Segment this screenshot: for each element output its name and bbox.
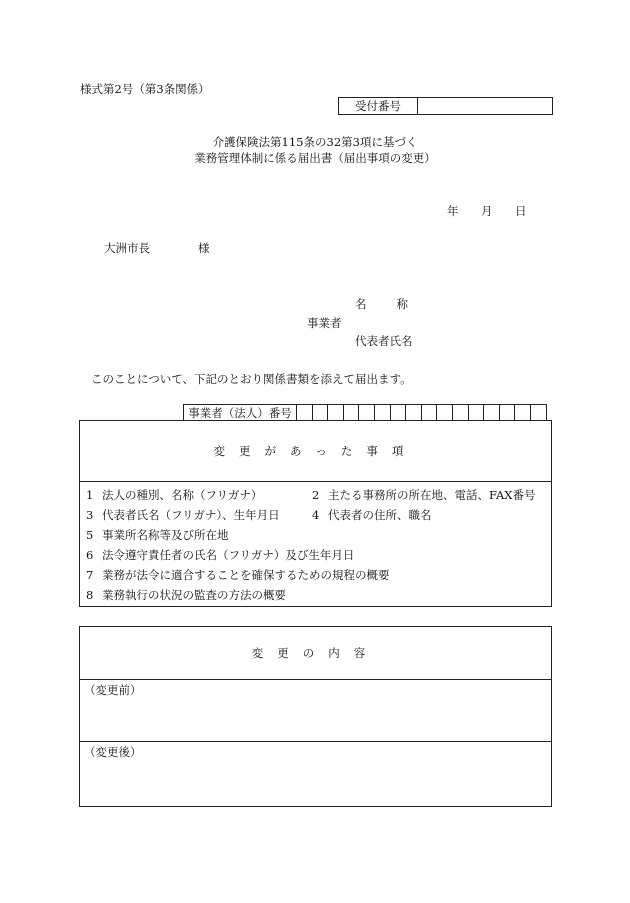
- list-item[interactable]: [86, 547, 354, 563]
- list-item[interactable]: [86, 567, 390, 583]
- applicant-business-label: 事業者: [307, 316, 342, 330]
- business-number-cell[interactable]: [359, 405, 375, 421]
- business-number-cell[interactable]: [422, 405, 438, 421]
- list-item[interactable]: [86, 587, 286, 603]
- document-title-line2: 業務管理体制に係る届出書（届出事項の変更）: [194, 151, 436, 165]
- day-label: 日: [515, 204, 527, 218]
- business-number-cell[interactable]: [453, 405, 469, 421]
- change-content-header: 変更の内容: [80, 627, 551, 680]
- item-text: 事業所名称等及び所在地: [102, 528, 229, 542]
- business-number-cell[interactable]: [375, 405, 391, 421]
- list-item[interactable]: [312, 487, 535, 503]
- item-number: 3: [86, 508, 94, 522]
- form-number: 様式第2号（第3条関係）: [80, 82, 210, 96]
- item-number: 2: [312, 488, 320, 502]
- item-number: 4: [312, 508, 320, 522]
- business-number-cell[interactable]: [469, 405, 485, 421]
- item-number: 7: [86, 568, 94, 582]
- changed-items-header: 変更があった事項: [80, 421, 551, 482]
- item-number: 1: [86, 488, 94, 502]
- item-number: 6: [86, 548, 94, 562]
- item-number: 5: [86, 528, 94, 542]
- business-number-cell[interactable]: [515, 405, 531, 421]
- business-number-row: [183, 404, 547, 421]
- applicant-representative-label: 代表者氏名: [355, 334, 413, 348]
- item-text: 主たる事務所の所在地、電話、FAX番号: [328, 488, 536, 502]
- before-change-field[interactable]: [80, 680, 551, 742]
- list-item[interactable]: [86, 527, 229, 543]
- item-text: 代表者の住所、職名: [328, 508, 432, 522]
- changed-items-table: [79, 420, 552, 607]
- receipt-number-field[interactable]: [418, 98, 552, 114]
- before-change-label: （変更前）: [84, 683, 142, 697]
- item-text: 業務が法令に適合することを確保するための規程の概要: [102, 568, 390, 582]
- after-change-field[interactable]: [80, 742, 551, 804]
- month-label: 月: [481, 204, 493, 218]
- item-number: 8: [86, 588, 94, 602]
- item-text: 法令遵守責任者の氏名（フリガナ）及び生年月日: [102, 548, 355, 562]
- item-text: 法人の種別、名称（フリガナ）: [102, 488, 263, 502]
- business-number-cell[interactable]: [297, 405, 313, 421]
- business-number-cell[interactable]: [437, 405, 453, 421]
- document-title-line1: 介護保険法第115条の32第3項に基づく: [212, 135, 418, 149]
- after-change-label: （変更後）: [84, 745, 142, 759]
- business-number-label: 事業者（法人）番号: [184, 405, 297, 421]
- addressee-honorific: 様: [198, 241, 210, 255]
- addressee: [104, 240, 210, 256]
- business-number-cell[interactable]: [531, 405, 546, 421]
- business-number-cell[interactable]: [328, 405, 344, 421]
- receipt-number-box: [338, 97, 553, 115]
- business-number-cell[interactable]: [391, 405, 407, 421]
- business-number-cell[interactable]: [344, 405, 360, 421]
- addressee-name: 大洲市長: [104, 241, 150, 255]
- list-item[interactable]: [86, 487, 262, 503]
- statement-text: このことについて、下記のとおり関係書類を添えて届出ます。: [91, 372, 412, 386]
- applicant-name-label: 名称: [355, 297, 438, 311]
- item-text: 業務執行の状況の監査の方法の概要: [102, 588, 286, 602]
- business-number-cell[interactable]: [500, 405, 516, 421]
- business-number-cell[interactable]: [313, 405, 329, 421]
- business-number-cell[interactable]: [406, 405, 422, 421]
- change-content-table: [79, 626, 552, 807]
- list-item[interactable]: [86, 507, 280, 523]
- business-number-cell[interactable]: [484, 405, 500, 421]
- date-line: [447, 203, 527, 219]
- list-item[interactable]: [312, 507, 432, 523]
- receipt-number-label: 受付番号: [339, 98, 418, 114]
- year-label: 年: [447, 204, 459, 218]
- item-text: 代表者氏名（フリガナ）、生年月日: [102, 508, 280, 522]
